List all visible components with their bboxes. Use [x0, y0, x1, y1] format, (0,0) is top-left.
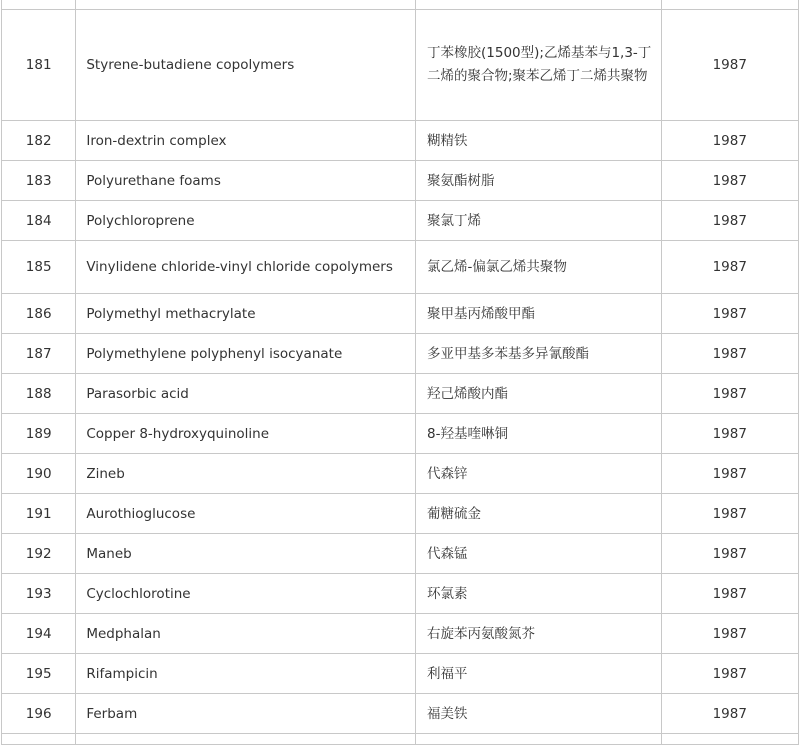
- table-row: [2, 10, 799, 121]
- row-number: 183: [2, 161, 76, 201]
- row-number: 181: [2, 10, 76, 121]
- chinese-name: 代森锌: [416, 454, 662, 494]
- row-number: 195: [2, 654, 76, 694]
- chinese-name: 聚氨酯树脂: [416, 161, 662, 201]
- chinese-name: 福美铁: [416, 694, 662, 734]
- english-name: Maneb: [76, 534, 416, 574]
- row-number: 188: [2, 374, 76, 414]
- year: 1987: [661, 574, 799, 614]
- chinese-name: 葡糖硫金: [416, 494, 662, 534]
- chinese-name: 聚氯丁烯: [416, 201, 662, 241]
- english-name: Iron-dextrin complex: [76, 121, 416, 161]
- table-row: [2, 654, 799, 694]
- english-name: Aurothioglucose: [76, 494, 416, 534]
- row-number: 182: [2, 121, 76, 161]
- row-number: 192: [2, 534, 76, 574]
- year: 1987: [661, 494, 799, 534]
- chinese-name: 聚甲基丙烯酸甲酯: [416, 294, 662, 334]
- english-name: Polyurethane foams: [76, 161, 416, 201]
- row-number: 194: [2, 614, 76, 654]
- table-row: [2, 414, 799, 454]
- table-row: [2, 694, 799, 734]
- english-name: Cyclochlorotine: [76, 574, 416, 614]
- year: 1987: [661, 414, 799, 454]
- english-name: Rifampicin: [76, 654, 416, 694]
- chinese-name: 8-羟基喹啉铜: [416, 414, 662, 454]
- year: 1987: [661, 121, 799, 161]
- substance-table: [1, 0, 799, 745]
- english-name: Styrene-butadiene copolymers: [76, 10, 416, 121]
- chinese-name: 利福平: [416, 654, 662, 694]
- english-name: Polymethylene polyphenyl isocyanate: [76, 334, 416, 374]
- row-number: 184: [2, 201, 76, 241]
- table-row: [2, 241, 799, 294]
- table-row: [2, 494, 799, 534]
- table-row: [2, 121, 799, 161]
- year: 1987: [661, 454, 799, 494]
- row-number: 190: [2, 454, 76, 494]
- chinese-name: 代森锰: [416, 534, 662, 574]
- row-number: 187: [2, 334, 76, 374]
- chinese-name: [416, 10, 662, 121]
- row-number: 185: [2, 241, 76, 294]
- row-number: 186: [2, 294, 76, 334]
- year: 1987: [661, 654, 799, 694]
- row-number: 189: [2, 414, 76, 454]
- year: 1987: [661, 614, 799, 654]
- table-row: [2, 294, 799, 334]
- table-row: [2, 614, 799, 654]
- table-row-bottom-cut: [2, 734, 799, 745]
- english-name: Ferbam: [76, 694, 416, 734]
- table-row: [2, 334, 799, 374]
- chinese-name: 环氯素: [416, 574, 662, 614]
- english-name: Parasorbic acid: [76, 374, 416, 414]
- year: 1987: [661, 294, 799, 334]
- year: 1987: [661, 694, 799, 734]
- english-name: Zineb: [76, 454, 416, 494]
- row-number: 196: [2, 694, 76, 734]
- table-row: [2, 374, 799, 414]
- chinese-name: 糊精铁: [416, 121, 662, 161]
- chinese-name: 羟己烯酸内酯: [416, 374, 662, 414]
- row-number: 193: [2, 574, 76, 614]
- row-number: 191: [2, 494, 76, 534]
- chinese-name: 右旋苯丙氨酸氮芥: [416, 614, 662, 654]
- chinese-name: 氯乙烯-偏氯乙烯共聚物: [416, 241, 662, 294]
- year: 1987: [661, 161, 799, 201]
- english-name: Polychloroprene: [76, 201, 416, 241]
- year: 1987: [661, 534, 799, 574]
- table-row: [2, 454, 799, 494]
- english-name: Vinylidene chloride-vinyl chloride copolymers: [76, 241, 416, 294]
- year: 1987: [661, 201, 799, 241]
- year: 1987: [661, 10, 799, 121]
- year: 1987: [661, 374, 799, 414]
- table-row: [2, 201, 799, 241]
- table-row-top-cut: [2, 0, 799, 10]
- table-row: [2, 574, 799, 614]
- english-name: Medphalan: [76, 614, 416, 654]
- table-row: [2, 534, 799, 574]
- english-name: Polymethyl methacrylate: [76, 294, 416, 334]
- chinese-name: 多亚甲基多苯基多异氰酸酯: [416, 334, 662, 374]
- chinese-name-text: 丁苯橡胶(1500型);乙烯基苯与1,3-丁二烯的聚合物;聚苯乙烯丁二烯共聚物: [427, 45, 652, 84]
- year: 1987: [661, 334, 799, 374]
- english-name: Copper 8-hydroxyquinoline: [76, 414, 416, 454]
- table-row: [2, 161, 799, 201]
- year: 1987: [661, 241, 799, 294]
